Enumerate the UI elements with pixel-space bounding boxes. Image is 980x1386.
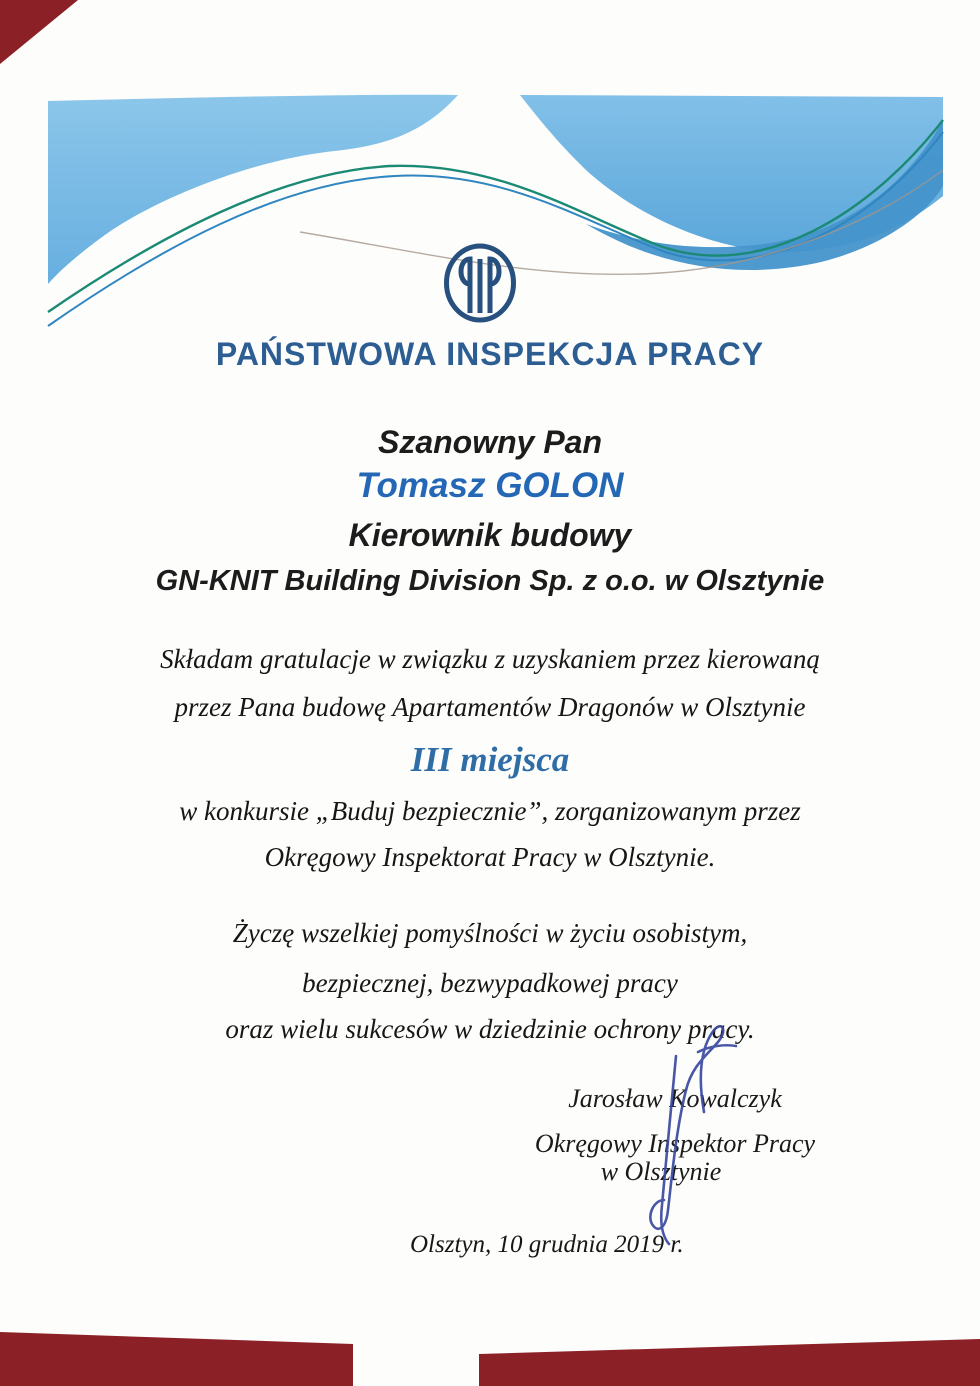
signer-name: Jarosław Kowalczyk: [568, 1084, 782, 1113]
place-and-date: Olsztyn, 10 grudnia 2019 r.: [410, 1231, 684, 1258]
wishes-line-2: bezpiecznej, bezwypadkowej pracy: [302, 968, 678, 998]
contest-line-2: Okręgowy Inspektorat Pracy w Olsztynie.: [264, 842, 716, 872]
scan-artifact-bottom-border: [0, 1326, 980, 1386]
congratulations-line-2: przez Pana budowę Apartamentów Dragonów w Olsztynie: [174, 692, 806, 722]
pip-logo-icon: [440, 241, 520, 325]
recipient-salutation: Szanowny Pan: [377, 424, 603, 460]
wishes-line-3: oraz wielu sukcesów w dziedzinie ochrony pracy.: [225, 1014, 755, 1044]
wishes-line-1: Życzę wszelkiej pomyślności w życiu osobistym,: [232, 918, 748, 948]
signer-title-line-2: w Olsztynie: [600, 1157, 722, 1186]
congratulations-line-1: Składam gratulacje w związku z uzyskaniem przez kierowaną: [160, 644, 820, 674]
signer-title-line-1: Okręgowy Inspektor Pracy: [534, 1129, 816, 1158]
handwritten-signature: [600, 1000, 780, 1260]
recipient-name: Tomasz GOLON: [356, 466, 624, 505]
organization-name: PAŃSTWOWA INSPEKCJA PRACY: [215, 336, 765, 372]
contest-line-1: w konkursie „Buduj bezpiecznie”, zorganizowanym przez: [179, 796, 801, 826]
scan-artifact-top-left-corner: [0, 0, 92, 72]
award-place: III miejsca: [410, 740, 570, 779]
recipient-job-title: Kierownik budowy: [348, 517, 632, 553]
recipient-company: GN-KNIT Building Division Sp. z o.o. w Olsztynie: [155, 565, 825, 597]
